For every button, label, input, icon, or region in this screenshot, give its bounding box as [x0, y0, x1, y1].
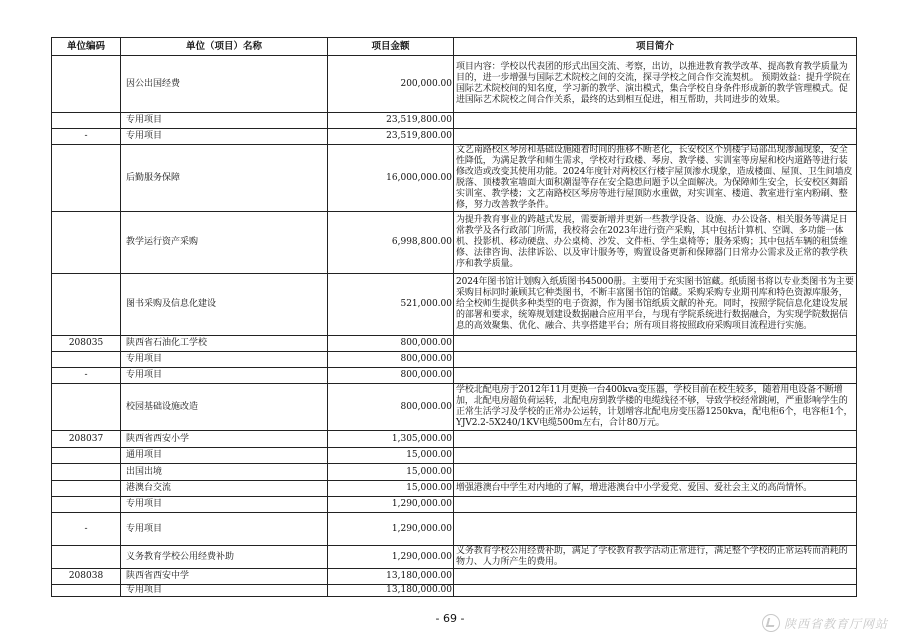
table-row: [52, 56, 857, 113]
row-code-cell: [52, 384, 121, 431]
row-code-cell: [52, 481, 121, 497]
budget-table: [51, 37, 857, 597]
table-row: [52, 448, 857, 464]
row-description-cell: 学校北配电房于2012年11月更换一台400kva变压器，学校目前在校生较多，随着用电设备不断增加，北配电房超负荷运转，北配电房到教学楼的电缆线径不够，导致学校经常跳闸，严重影响学生的正常生活学习及学校的正常办公运转，计划增容北配电房变压器1250kva，配电柜6个，电容柜1个，YJV2.2-5X240/1KV电缆500m左右，合计80万元。: [454, 384, 857, 431]
row-description-cell: [454, 513, 857, 546]
row-description-cell: [454, 585, 857, 597]
row-description-cell: [454, 368, 857, 384]
row-description-cell: [454, 497, 857, 513]
row-code-cell: -: [52, 129, 121, 145]
row-name-cell: 义务教育学校公用经费补助: [121, 546, 328, 569]
row-code-cell: [52, 145, 121, 212]
row-description-cell: 2024年图书馆计划购入纸质图书45000册。主要用于充实图书馆藏。纸质图书将以专业类图书为主要采购目标同时兼顾其它种类图书，不断丰富图书馆的馆藏。采购采购专业期刊库和特色资源库服务，给全校师生提供多种类型的电子资源，作为图书馆纸质文献的补充。同时，按照学院信息化建设发展的部署和要求，统筹规划建设数据融合应用平台，与现有学院系统进行数据融合，为实现学院数据信息的高效聚集、优化、融合、共享搭建平台；所有项目将按照政府采购项目流程进行实施。: [454, 274, 857, 336]
header-code: 单位编码: [52, 38, 121, 56]
row-name-cell: 校园基础设施改造: [121, 384, 328, 431]
row-code-cell: [52, 585, 121, 597]
row-amount-cell: 1,290,000.00: [328, 497, 454, 513]
table-row: [52, 481, 857, 497]
row-code-cell: [52, 497, 121, 513]
table-row: [52, 384, 857, 431]
row-amount-cell: 15,000.00: [328, 448, 454, 464]
table-row: [52, 145, 857, 212]
table-row: [52, 352, 857, 368]
table-row: [52, 212, 857, 274]
row-name-cell: 教学运行资产采购: [121, 212, 328, 274]
row-code-cell: [52, 448, 121, 464]
watermark-logo-icon: [762, 614, 780, 632]
page-number: - 69 -: [435, 612, 465, 625]
row-name-cell: 陕西省西安中学: [121, 569, 328, 585]
row-code-cell: [52, 274, 121, 336]
row-amount-cell: 1,305,000.00: [328, 431, 454, 448]
site-watermark: [762, 614, 888, 632]
table-row: [52, 546, 857, 569]
table-row: [52, 569, 857, 585]
row-description-cell: [454, 464, 857, 481]
row-name-cell: 专用项目: [121, 513, 328, 546]
row-description-cell: [454, 336, 857, 352]
row-name-cell: 专用项目: [121, 352, 328, 368]
table-row: [52, 585, 857, 597]
row-description-cell: 文艺南路校区琴房和基础设施随着时间的推移不断老化，长安校区个别楼宇局部出现渗漏现象，安全性降低，为满足教学和师生需求，学校对行政楼、琴房、教学楼、实训室等房屋和校内道路等进行装修改造或改变其使用功能。2024年度针对两校区行楼宇屋顶渗水现象，造成楼面、屋顶、卫生间墙皮脱落、顶楼教室墙面大面积潮湿等存在安全隐患问题予以全面解决。为保障师生安全，长安校区舞蹈实训室、教学楼；文艺南路校区琴房等进行屋顶防水重做，对实训室、楼道、教室进行室内粉刷、整修，努力改善教学条件。: [454, 145, 857, 212]
header-name: 单位（项目）名称: [121, 38, 328, 56]
row-description-cell: 项目内容：学校以代表团的形式出国交流、考察，出访，以推进教育教学改革、提高教育教学质量为目的，进一步增强与国际艺术院校之间的交流，探寻学校之间合作交流契机。 预期效益：提升学院在国际艺术院校间的知名度，学习新的教学、演出模式，集合学校自身条件形成新的教学管理模式。促进国际艺术院校之间合作关系，最终的达到相互促进，相互帮助，共同进步的效果。: [454, 56, 857, 113]
row-code-cell: [52, 352, 121, 368]
row-amount-cell: 16,000,000.00: [328, 145, 454, 212]
row-amount-cell: 15,000.00: [328, 481, 454, 497]
row-amount-cell: 800,000.00: [328, 336, 454, 352]
row-code-cell: [52, 56, 121, 113]
row-code-cell: 208038: [52, 569, 121, 585]
row-code-cell: -: [52, 513, 121, 546]
table-body: [52, 56, 857, 597]
row-amount-cell: 521,000.00: [328, 274, 454, 336]
row-code-cell: [52, 113, 121, 129]
row-amount-cell: 13,180,000.00: [328, 569, 454, 585]
header-description: 项目简介: [454, 38, 857, 56]
row-amount-cell: 800,000.00: [328, 384, 454, 431]
table-row: [52, 497, 857, 513]
row-amount-cell: 1,290,000.00: [328, 546, 454, 569]
table-row: [52, 464, 857, 481]
row-name-cell: 专用项目: [121, 368, 328, 384]
row-amount-cell: 23,519,800.00: [328, 113, 454, 129]
row-amount-cell: 1,290,000.00: [328, 513, 454, 546]
row-description-cell: [454, 113, 857, 129]
table-header-row: [52, 38, 857, 56]
row-name-cell: 后勤服务保障: [121, 145, 328, 212]
row-amount-cell: 13,180,000.00: [328, 585, 454, 597]
table-row: [52, 129, 857, 145]
row-description-cell: 义务教育学校公用经费补助，满足了学校教育教学活动正常进行，满足整个学校的正常运转而消耗的物力、人力所产生的费用。: [454, 546, 857, 569]
row-code-cell: -: [52, 368, 121, 384]
table-row: [52, 513, 857, 546]
row-description-cell: [454, 431, 857, 448]
row-name-cell: 陕西省西安小学: [121, 431, 328, 448]
row-name-cell: 陕西省石油化工学校: [121, 336, 328, 352]
table-row: [52, 336, 857, 352]
row-description-cell: [454, 352, 857, 368]
row-amount-cell: 15,000.00: [328, 464, 454, 481]
row-name-cell: 图书采购及信息化建设: [121, 274, 328, 336]
row-name-cell: 专用项目: [121, 113, 328, 129]
watermark-text: 陕西省教育厅网站: [783, 616, 888, 631]
row-amount-cell: 6,998,800.00: [328, 212, 454, 274]
row-code-cell: 208037: [52, 431, 121, 448]
row-amount-cell: 800,000.00: [328, 368, 454, 384]
row-code-cell: 208035: [52, 336, 121, 352]
row-amount-cell: 200,000.00: [328, 56, 454, 113]
row-amount-cell: 23,519,800.00: [328, 129, 454, 145]
row-code-cell: [52, 546, 121, 569]
row-name-cell: 通用项目: [121, 448, 328, 464]
row-description-cell: 为提升教育事业的跨越式发展，需要新增并更新一些教学设备、设施、办公设备、相关服务等满足日常教学及各行政部门所需，我校将会在2023年进行资产采购，其中包括计算机、空调、多功能一体机、投影机、移动硬盘、办公桌椅、沙发、文件柜、学生桌椅等；服务采购；其中包括车辆的租赁维修、法律咨询、法律诉讼、以及审计服务等，购置设备更新和保障器门日常办公需求及正常的教学秩序和教学质量。: [454, 212, 857, 274]
table-row: [52, 274, 857, 336]
row-name-cell: 因公出国经费: [121, 56, 328, 113]
row-name-cell: 专用项目: [121, 497, 328, 513]
table-row: [52, 368, 857, 384]
row-name-cell: 专用项目: [121, 129, 328, 145]
table-row: [52, 431, 857, 448]
row-code-cell: [52, 464, 121, 481]
row-amount-cell: 800,000.00: [328, 352, 454, 368]
row-name-cell: 出国出境: [121, 464, 328, 481]
row-code-cell: [52, 212, 121, 274]
row-name-cell: 专用项目: [121, 585, 328, 597]
header-amount: 项目金额: [328, 38, 454, 56]
row-description-cell: 增强港澳台中学生对内地的了解，增进港澳台中小学爱党、爱国、爱社会主义的高尚情怀。: [454, 481, 857, 497]
row-name-cell: 港澳台交流: [121, 481, 328, 497]
row-description-cell: [454, 129, 857, 145]
row-description-cell: [454, 569, 857, 585]
row-description-cell: [454, 448, 857, 464]
table-row: [52, 113, 857, 129]
